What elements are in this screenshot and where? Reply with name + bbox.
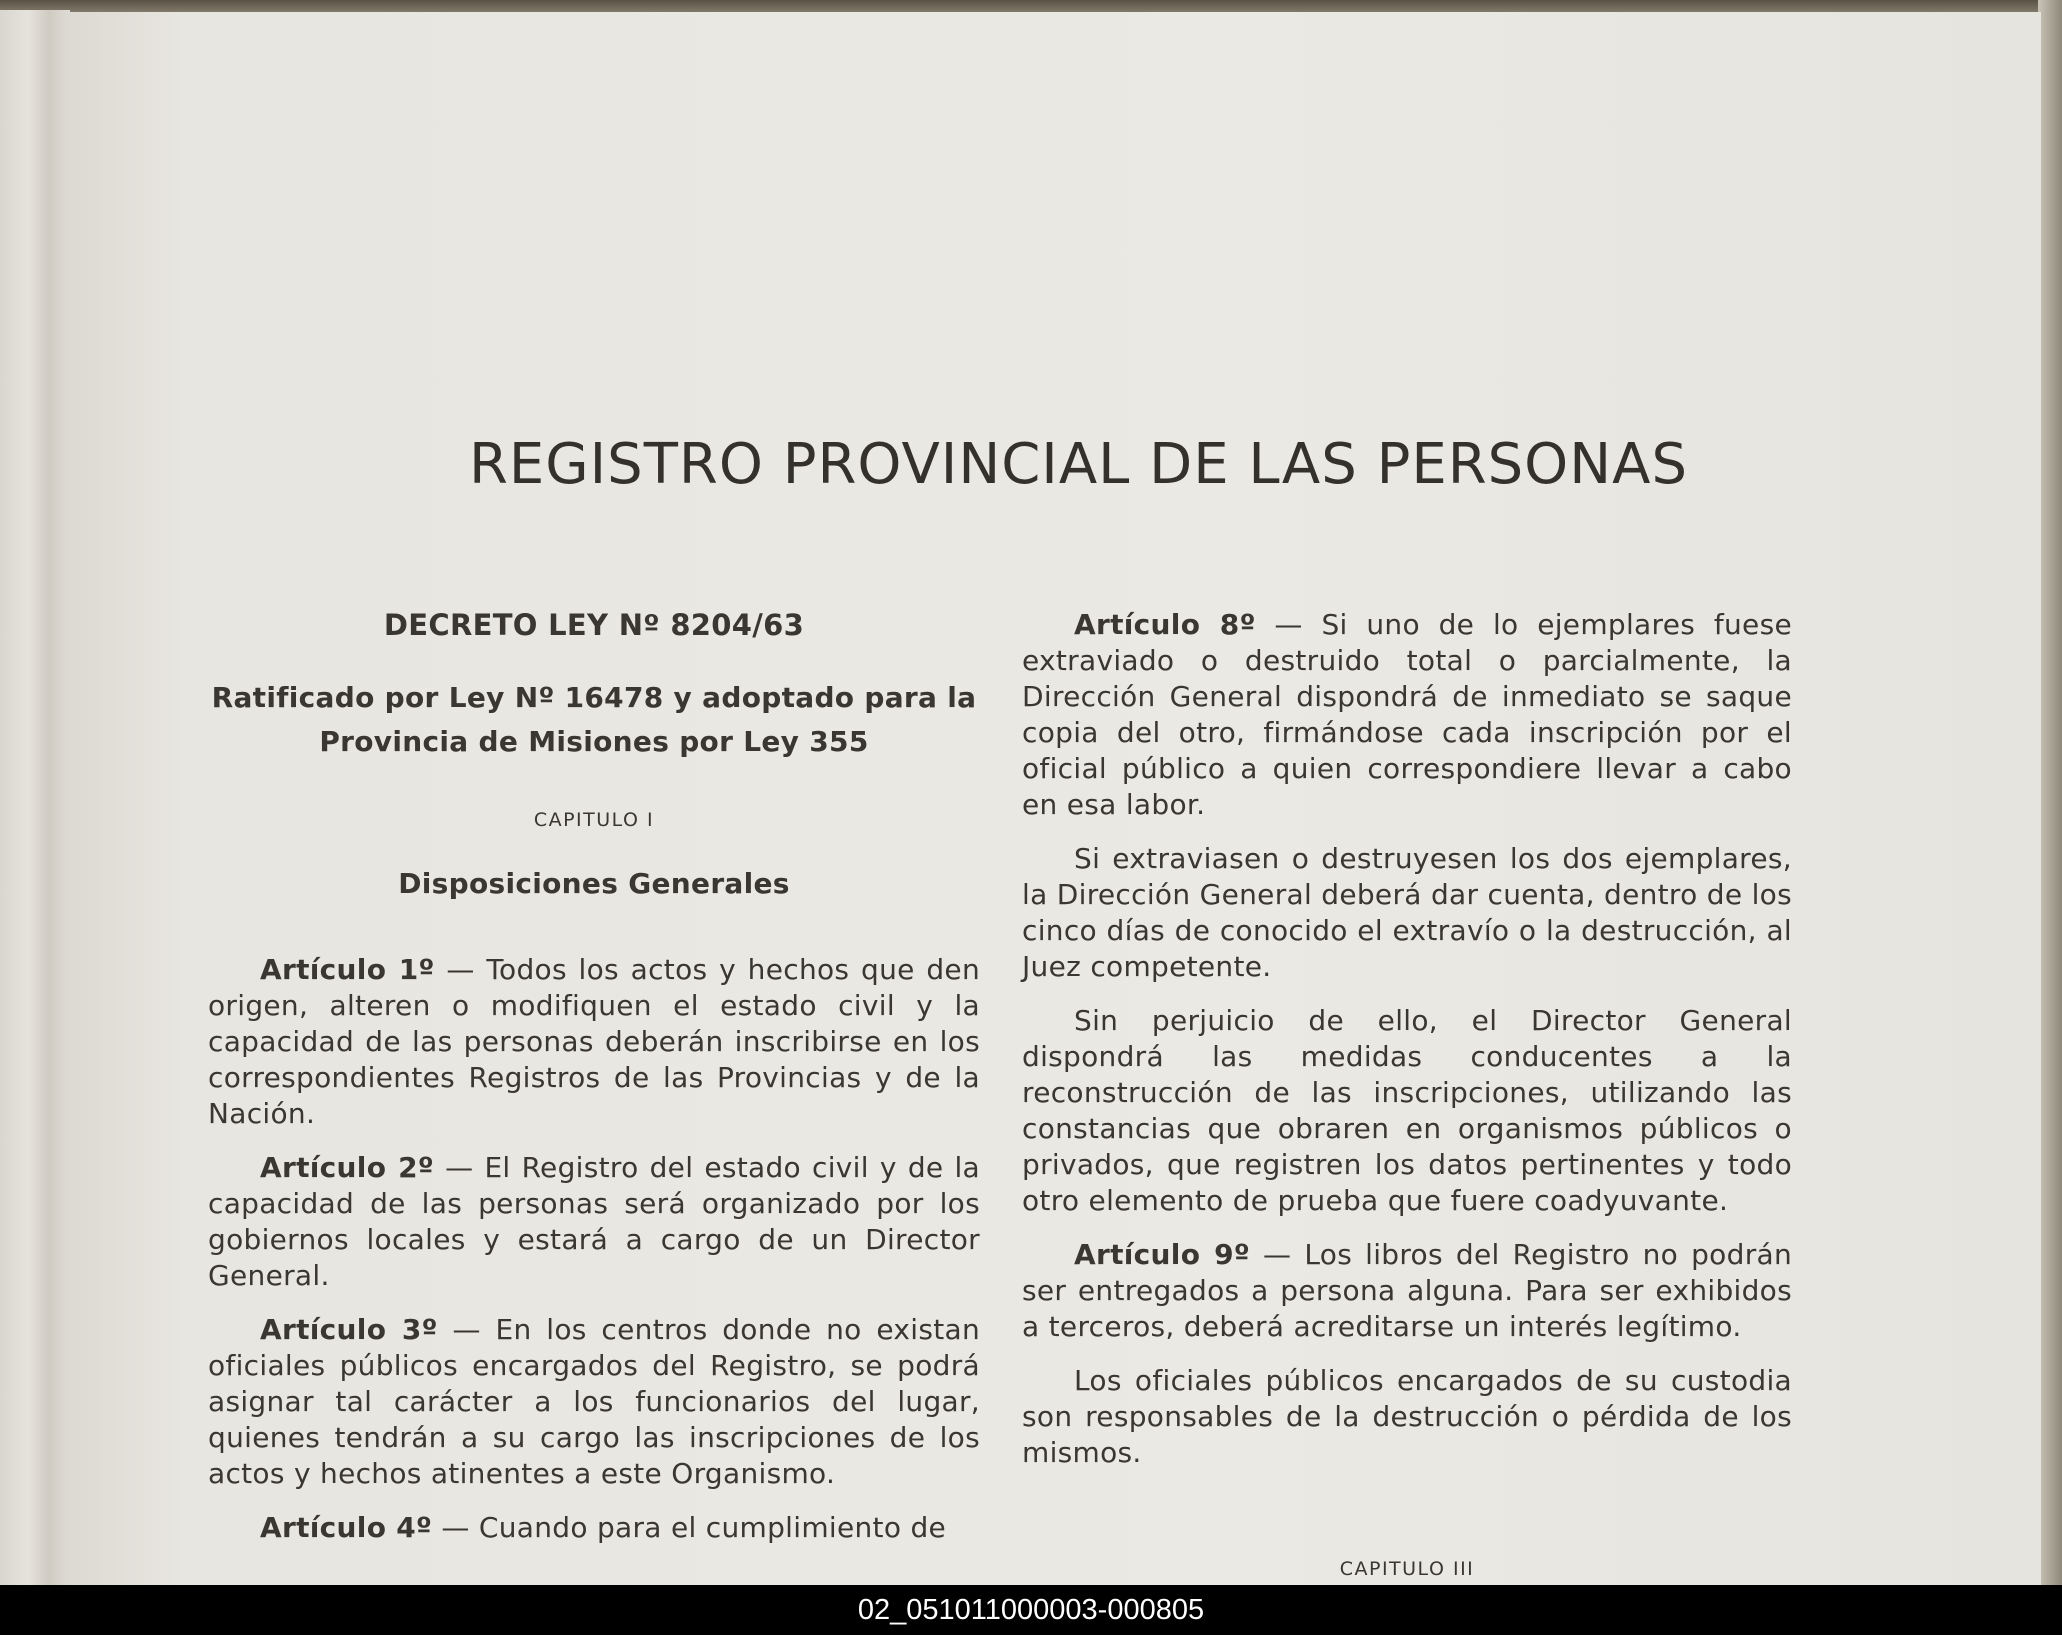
article-paragraph: Artículo 4º — Cuando para el cumplimiento de — [260, 1511, 947, 1544]
article-text: El Registro del estado civil y de la capacidad de las personas será organizado por los gobiernos locales y estará a cargo de un Director General. — [208, 1151, 981, 1292]
article-label: Artículo 8º — [1074, 608, 1256, 641]
book-right-edge — [2038, 0, 2062, 1585]
body-paragraph: Si extraviasen o destruyesen los dos ejemplares, la Dirección General deberá dar cuenta, dentro de los cinco días de conocido el extravío o la destrucción, al Juez competente. — [1022, 842, 1792, 983]
page-title: REGISTRO PROVINCIAL DE LAS PERSONAS — [468, 432, 1689, 497]
decree-heading: DECRETO LEY Nº 8204/63 — [383, 608, 805, 642]
ratified-line-1: Ratificado por Ley Nº 16478 y adoptado para la — [211, 681, 977, 714]
body-paragraph: Sin perjuicio de ello, el Director General dispondrá las medidas conducentes a la reconstrucción de las inscripciones, utilizando las constancias que obraren en organismos públicos o privados, que registren los datos pertinentes y todo otro elemento de prueba que fuere coadyuvante. — [1022, 1004, 1792, 1217]
image-caption: 02_051011000003-000805 — [0, 1585, 2062, 1635]
left-column — [208, 607, 980, 1546]
chapter-label: CAPITULO I — [533, 809, 655, 831]
article-paragraph: Artículo 9º — Los libros del Registro no podrán ser entregados a persona alguna. Para ser exhibidos a terceros, deberá acreditarse un interés legítimo. — [1022, 1238, 1793, 1343]
article-text: En los centros donde no existan oficiales públicos encargados del Registro, se podrá asignar tal carácter a los funcionarios del lugar, quienes tendrán a su cargo las inscripciones de los actos y hechos atinentes a este Organismo. — [208, 1313, 981, 1490]
article-text: Los libros del Registro no podrán ser entregados a persona alguna. Para ser exhibidos a terceros, deberá acreditarse un interés legítimo. — [1022, 1238, 1793, 1343]
right-column — [1022, 607, 1792, 1471]
article-text: Todos los actos y hechos que den origen, alteren o modifiquen el estado civil y la capacidad de las personas deberán inscribirse en los correspondientes Registros de las Provincias y de la Nación. — [208, 953, 980, 1130]
chapter-label: CAPITULO III — [1339, 1558, 1475, 1580]
document-page — [66, 12, 2041, 1585]
article-label: Artículo 2º — [260, 1151, 435, 1184]
article-paragraph: Artículo 3º — En los centros donde no existan oficiales públicos encargados del Registro, se podrá asignar tal carácter a los funcionarios del lugar, quienes tendrán a su cargo las inscripciones de los actos y hechos atinentes a este Organismo. — [208, 1313, 981, 1490]
article-text: Si uno de lo ejemplares fuese extraviado o destruido total o parcialmente, la Dirección General dispondrá de inmediato se saque copia del otro, firmándose cada inscripción por el oficial público a quien correspondiere llevar a cabo en esa labor. — [1022, 608, 1792, 821]
article-label: Artículo 9º — [1074, 1238, 1250, 1271]
ratified-heading — [208, 676, 980, 764]
article-paragraph: Artículo 8º — Si uno de lo ejemplares fuese extraviado o destruido total o parcialmente, la Dirección General dispondrá de inmediato se saque copia del otro, firmándose cada inscripción por el oficial público a quien correspondiere llevar a cabo en esa labor. — [1022, 608, 1792, 821]
article-label: Artículo 4º — [260, 1511, 433, 1544]
article-paragraph: Artículo 2º — El Registro del estado civil y de la capacidad de las personas será organizado por los gobiernos locales y estará a cargo de un Director General. — [208, 1151, 981, 1292]
body-paragraph: Los oficiales públicos encargados de su custodia son responsables de la destrucción o pérdida de los mismos. — [1022, 1364, 1792, 1469]
article-label: Artículo 3º — [260, 1313, 438, 1346]
article-text: Cuando para el cumplimiento de — [478, 1511, 947, 1544]
section-title: Disposiciones Generales — [398, 867, 790, 900]
ratified-line-2: Provincia de Misiones por Ley 355 — [319, 725, 869, 758]
book-binding-margin — [0, 10, 70, 1585]
article-paragraph: Artículo 1º — Todos los actos y hechos que den origen, alteren o modifiquen el estado civil y la capacidad de las personas deberán inscribirse en los correspondientes Registros de las Provincias y de la Nación. — [208, 953, 980, 1130]
article-label: Artículo 1º — [260, 953, 435, 986]
